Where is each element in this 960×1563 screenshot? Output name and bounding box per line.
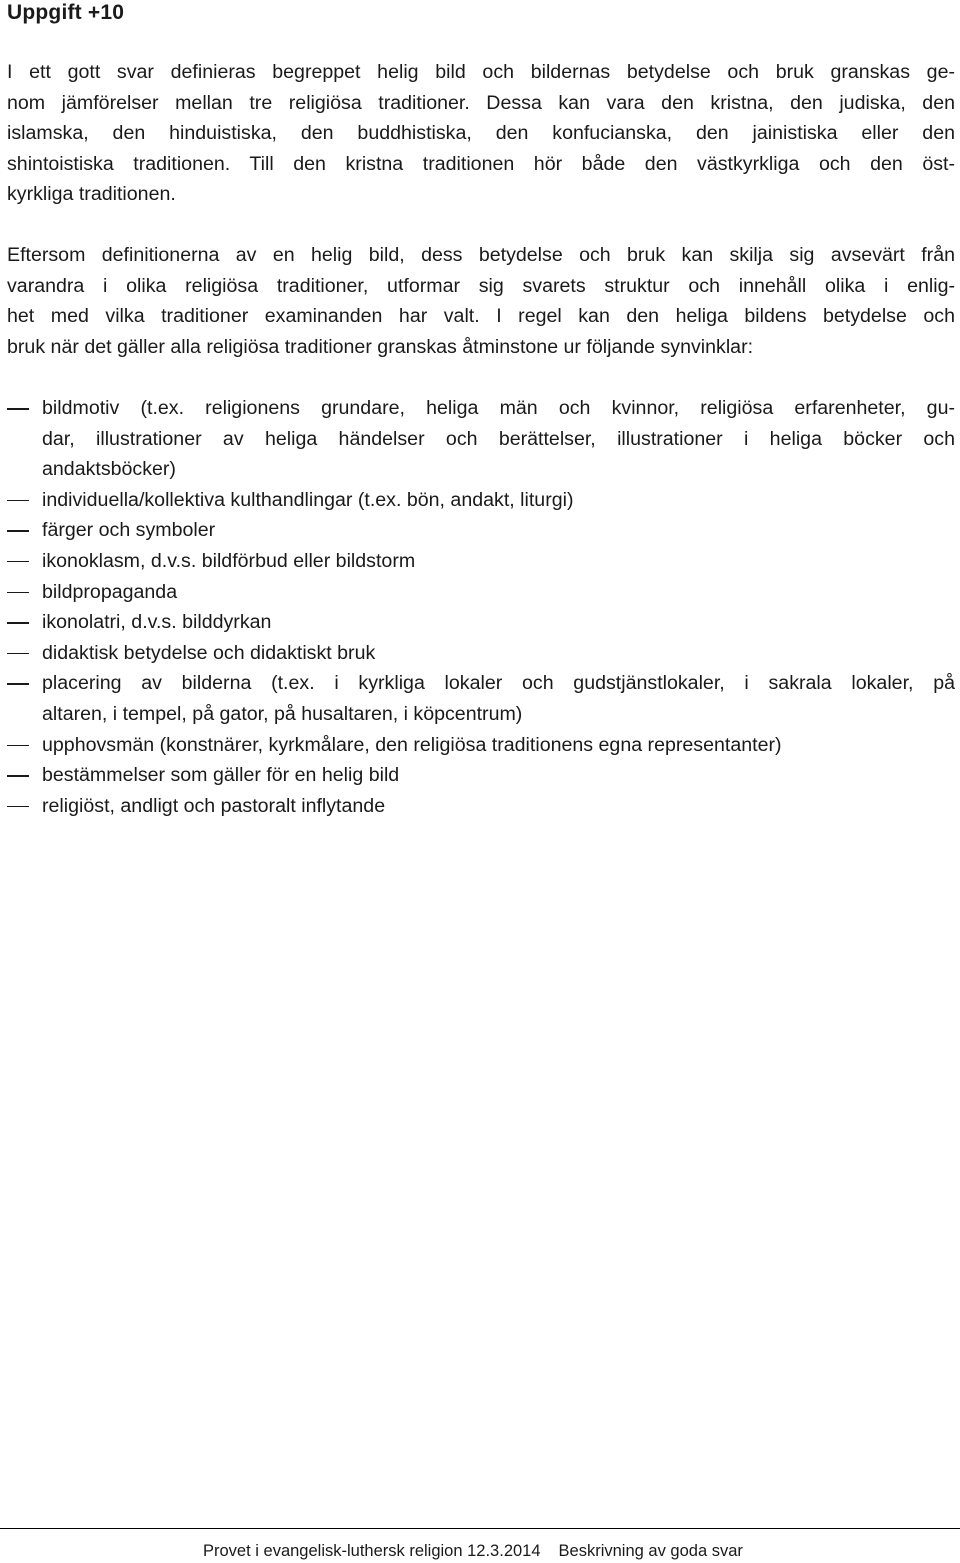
criteria-paragraph [7,240,955,362]
list-item-line: upphovsmän (konstnärer, kyrkmålare, den religiösa traditionens egna representanter) [42,733,782,756]
footer-exam-name: Provet i evangelisk-luthersk religion 12.3.2014 [203,1542,541,1560]
list-item-line: individuella/kollektiva kulthandlingar (t.ex. bön, andakt, liturgi) [42,488,574,511]
list-item [7,730,955,761]
aspects-list [7,393,955,821]
list-item-line: dar, illustrationer av heliga händelser och berättelser, illustrationer i heliga böcker och [42,427,955,450]
paragraph-line: nom jämförelser mellan tre religiösa traditioner. Dessa kan vara den kristna, den judiska, den [7,91,955,114]
list-item-line: placering av bilderna (t.ex. i kyrkliga lokaler och gudstjänstlokaler, i sakrala lokaler, på [42,672,955,695]
dash-bullet-icon [7,530,29,532]
dash-bullet-icon [7,592,29,594]
list-item-line: didaktisk betydelse och didaktiskt bruk [42,641,376,664]
list-item [7,638,955,669]
list-item-line: ikonoklasm, d.v.s. bildförbud eller bildstorm [42,549,416,572]
list-item [7,607,955,638]
list-item [7,485,955,516]
list-item-line: bildmotiv (t.ex. religionens grundare, heliga män och kvinnor, religiösa erfarenheter, gu- [42,397,955,419]
paragraph-line: Eftersom definitionerna av en helig bild, dess betydelse och bruk kan skilja sig avsevärt från [7,244,955,266]
list-item-line: bildpropaganda [42,580,178,603]
paragraph-line: I ett gott svar definieras begreppet helig bild och bildernas betydelse och bruk granskas ge- [7,61,955,83]
list-item [7,668,955,729]
list-item [7,791,955,822]
dash-bullet-icon [7,775,29,777]
dash-bullet-icon [7,683,29,685]
dash-bullet-icon [7,653,29,655]
page-title: Uppgift +10 [7,1,125,24]
list-item-line: andaktsböcker) [42,458,176,481]
paragraph-line: islamska, den hinduistiska, den buddhistiska, den konfucianska, den jainistiska eller den [7,122,955,145]
footer-divider [0,1528,960,1529]
list-item-line: religiöst, andligt och pastoralt inflytande [42,794,386,817]
list-item [7,546,955,577]
dash-bullet-icon [7,745,29,747]
dash-bullet-icon [7,500,29,502]
dash-bullet-icon [7,806,29,808]
list-item [7,515,955,546]
paragraph-line: het med vilka traditioner examinanden har valt. I regel kan den heliga bildens betydelse och [7,305,955,328]
list-item-line: färger och symboler [42,519,216,542]
list-item [7,393,955,485]
list-item-line: ikonolatri, d.v.s. bilddyrkan [42,611,272,634]
paragraph-line: kyrkliga traditionen. [7,183,176,206]
paragraph-line: bruk när det gäller alla religiösa traditioner granskas åtminstone ur följande synvinklar: [7,335,754,358]
footer-document-name: Beskrivning av goda svar [558,1542,743,1560]
paragraph-line: shintoistiska traditionen. Till den kristna traditionen hör både den västkyrkliga och den öst- [7,152,955,175]
dash-bullet-icon [7,622,29,624]
list-item [7,577,955,608]
intro-paragraph [7,57,955,210]
page-footer [203,1540,743,1562]
dash-bullet-icon [7,561,29,563]
list-item-line: bestämmelser som gäller för en helig bild [42,764,400,787]
list-item [7,760,955,791]
paragraph-line: varandra i olika religiösa traditioner, utformar sig svarets struktur och innehåll olika i enlig- [7,274,955,297]
dash-bullet-icon [7,408,29,410]
list-item-line: altaren, i tempel, på gator, på husaltaren, i köpcentrum) [42,702,523,725]
